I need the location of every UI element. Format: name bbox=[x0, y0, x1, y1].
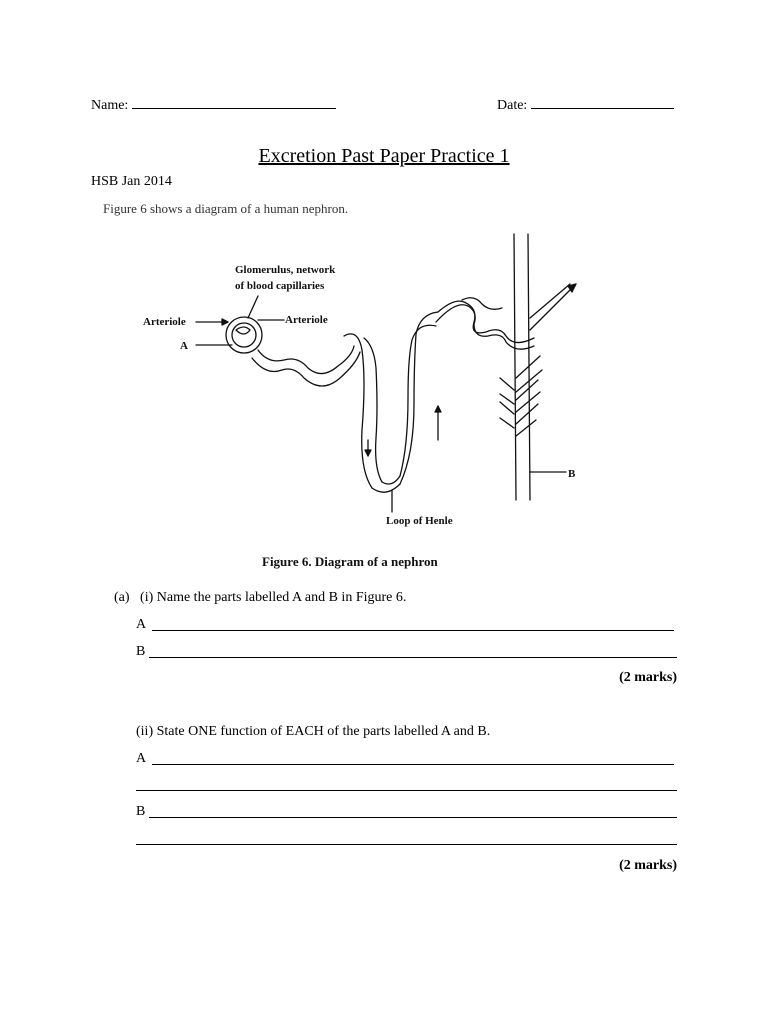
label-a: A bbox=[180, 340, 188, 352]
answer-a-label: A bbox=[136, 617, 147, 632]
answer-b-label: B bbox=[136, 644, 146, 659]
glomerulus-label-2: of blood capillaries bbox=[235, 280, 325, 292]
question-a-ii: (ii) State ONE function of EACH of the parts labelled A and B. bbox=[136, 724, 491, 739]
nephron-diagram bbox=[0, 225, 768, 575]
label-b: B bbox=[568, 468, 576, 480]
source-text: HSB Jan 2014 bbox=[91, 174, 172, 189]
answer-b-line[interactable] bbox=[149, 657, 677, 658]
marks-ii: (2 marks) bbox=[619, 858, 677, 873]
date-blank[interactable] bbox=[531, 94, 674, 109]
name-label: Name: bbox=[91, 98, 129, 113]
arteriole-left-label: Arteriole bbox=[143, 316, 186, 328]
intro-text: Figure 6 shows a diagram of a human nephron. bbox=[103, 201, 349, 216]
answer-a2-line-2[interactable] bbox=[136, 790, 677, 791]
marks-i: (2 marks) bbox=[619, 670, 677, 685]
date-field[interactable] bbox=[497, 94, 674, 114]
figure-caption: Figure 6. Diagram of a nephron bbox=[262, 554, 438, 569]
arteriole-right-label: Arteriole bbox=[285, 314, 328, 326]
name-field[interactable] bbox=[91, 94, 336, 114]
page-title: Excretion Past Paper Practice 1 bbox=[258, 145, 510, 167]
date-label: Date: bbox=[497, 98, 528, 113]
answer-b2-line[interactable] bbox=[149, 817, 677, 818]
name-blank[interactable] bbox=[132, 94, 336, 109]
answer-b2-line-2[interactable] bbox=[136, 844, 677, 845]
loop-of-henle-label: Loop of Henle bbox=[386, 515, 453, 527]
question-a-i: (a) (i) Name the parts labelled A and B in Figure 6. bbox=[114, 590, 407, 605]
answer-a2-label: A bbox=[136, 751, 147, 766]
answer-b2-label: B bbox=[136, 804, 146, 819]
answer-a2-line[interactable] bbox=[152, 764, 674, 765]
glomerulus-label-1: Glomerulus, network bbox=[235, 264, 336, 276]
answer-a-line[interactable] bbox=[152, 630, 674, 631]
